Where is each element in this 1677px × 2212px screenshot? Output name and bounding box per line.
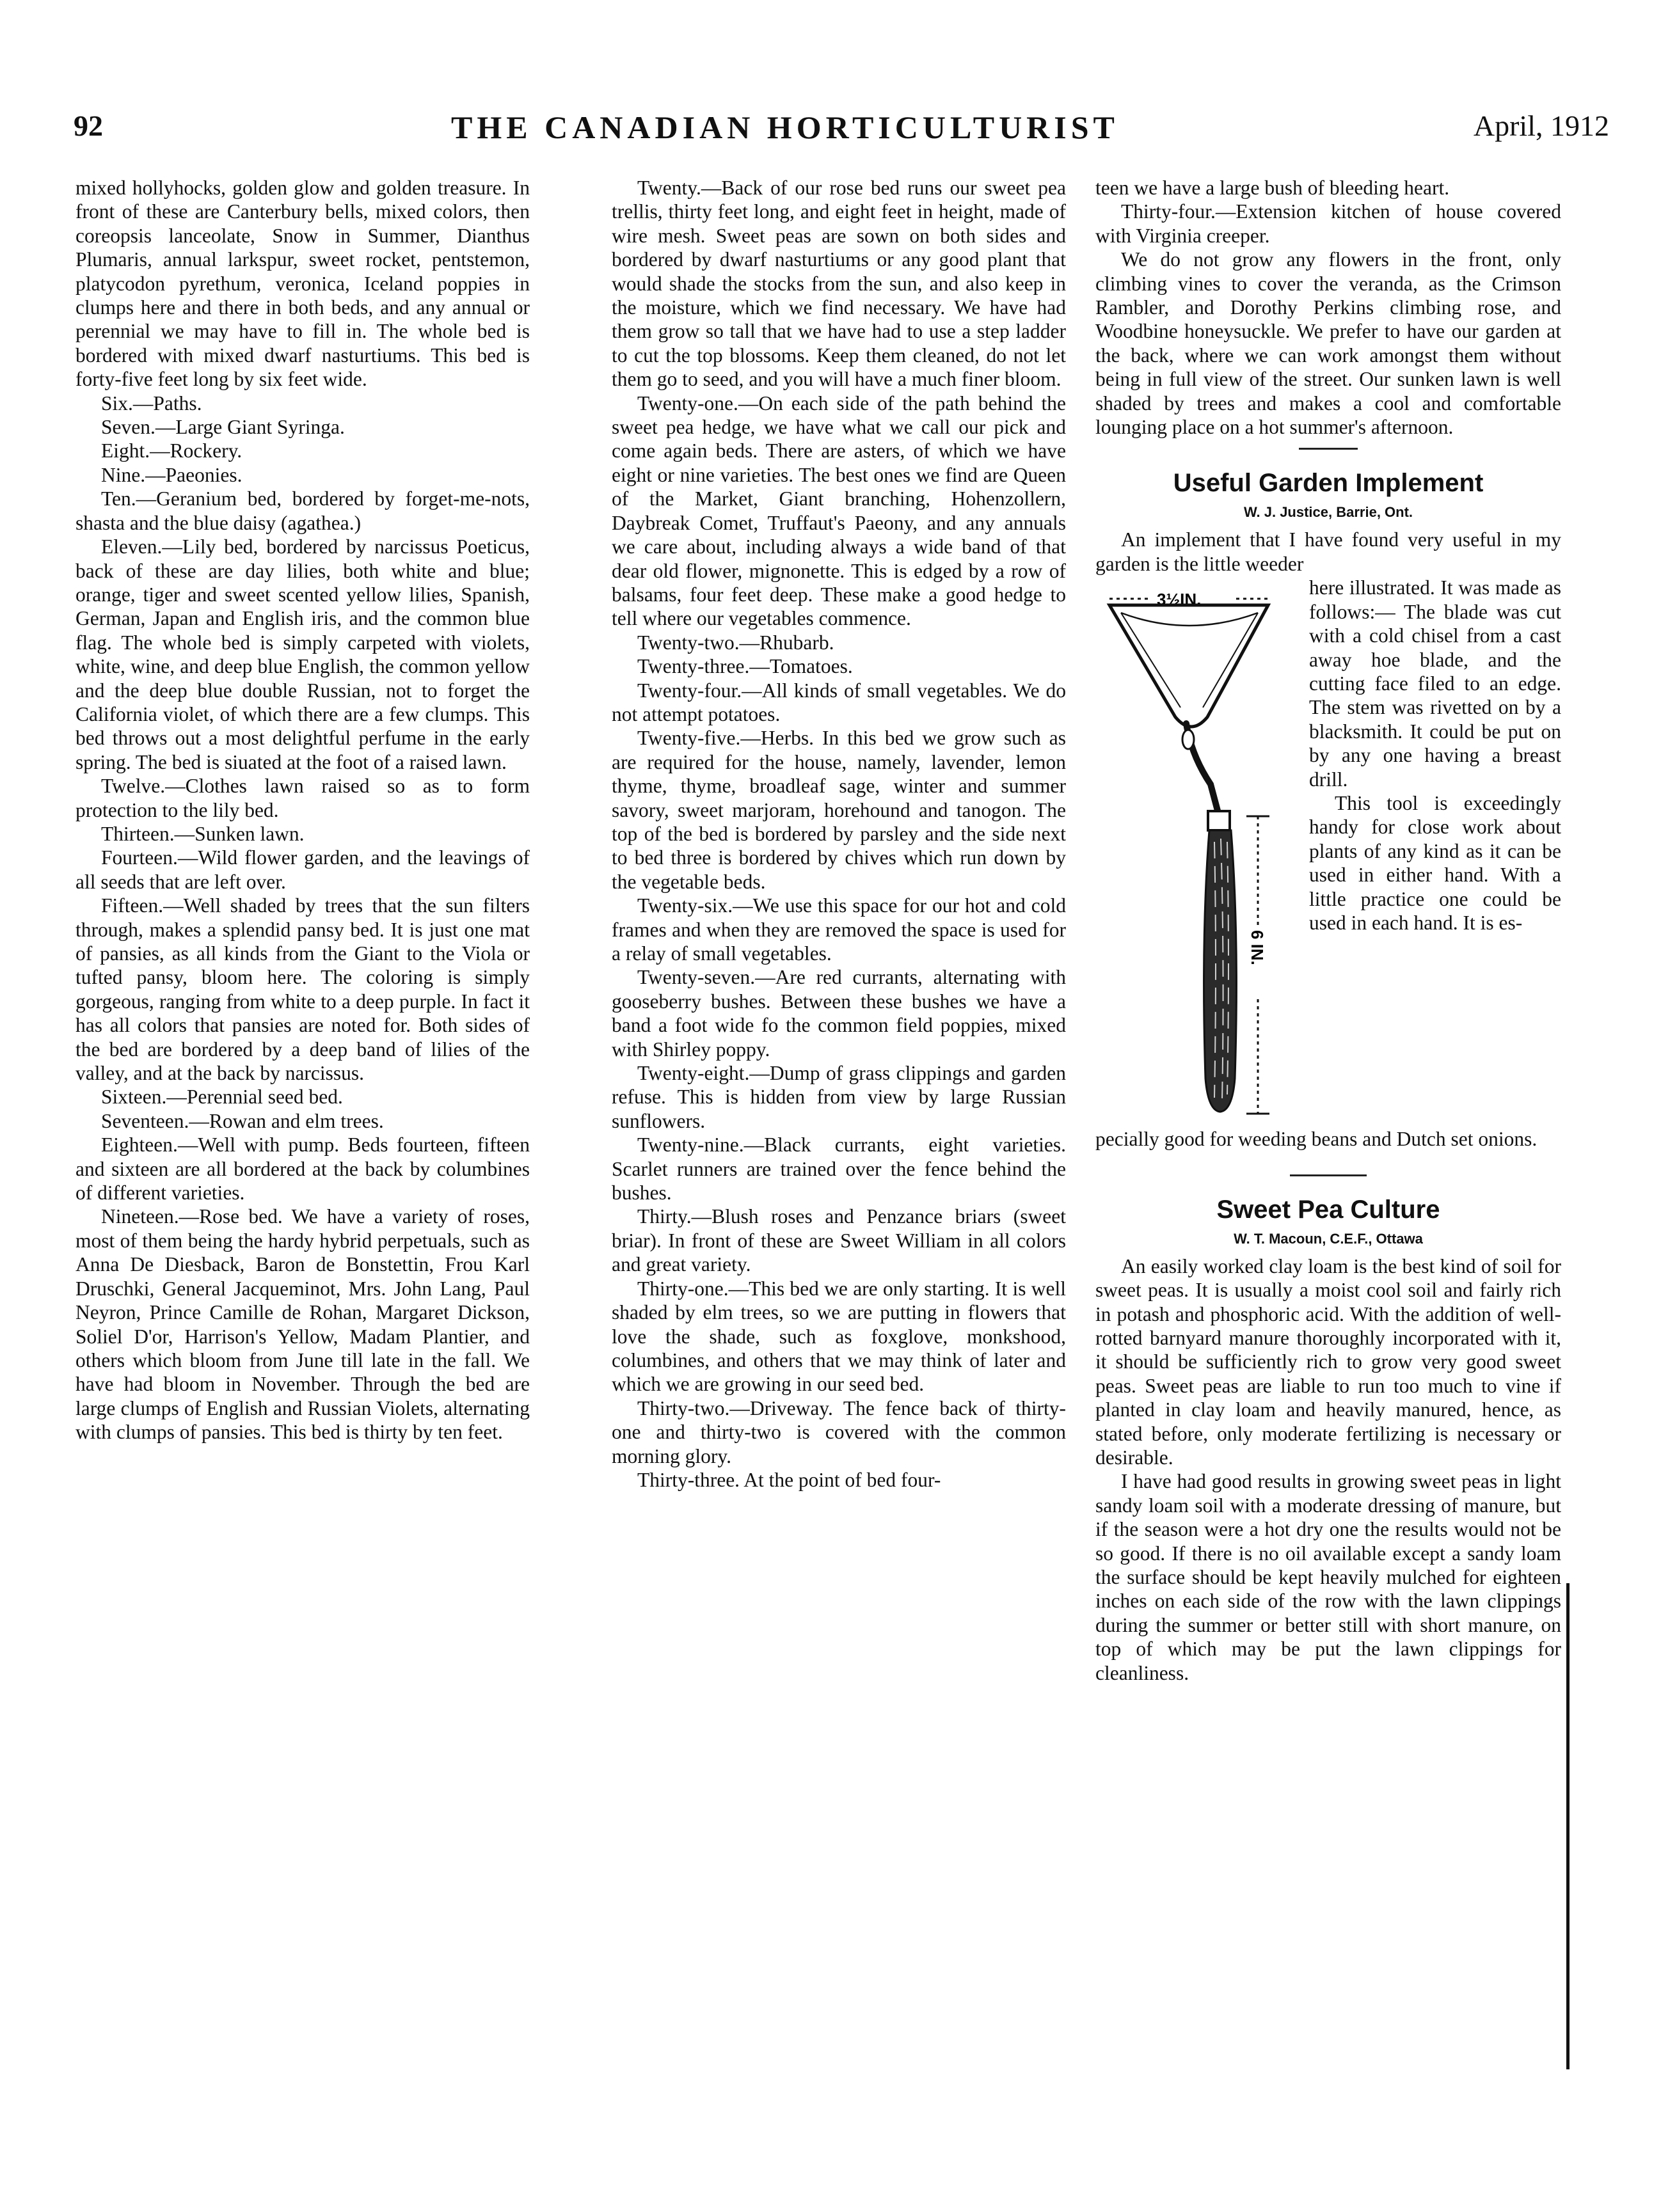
paragraph: Eighteen.—Well with pump. Beds fourteen, fifteen and sixteen are all bordered at the back by columbines of different varieties. [76,1134,530,1205]
issue-date: April, 1912 [1473,109,1609,142]
paragraph: Eight.—Rockery. [101,439,242,462]
paragraph: Eleven.—Lily bed, bordered by narcissus Poeticus, back of these are day lilies, both white and blue; orange, tiger and sweet scented yellow lilies, Spanish, German, Japan and English iris, and the common blue flag. The whole bed is simply carpeted with violets, white, wine, and deep blue English, the common yellow and the deep blue double Russian, not to forget the California violet, of which there are a few clumps. This bed throws out a most delightful perfume in the early spring. The bed is siuated at the foot of a raised lawn. [76,535,530,773]
article-byline: W. T. Macoun, C.E.F., Ottawa [1234,1230,1423,1247]
masthead-title: THE CANADIAN HORTICULTURIST [451,109,1119,145]
paragraph: Seventeen.—Rowan and elm trees. [101,1109,384,1132]
paragraph: Thirty-three. At the point of bed four- [637,1468,941,1491]
paragraph: Sixteen.—Perennial seed bed. [101,1086,343,1109]
column-1 [76,176,530,1444]
paragraph: Nine.—Paeonies. [101,463,242,486]
height-dimension-label: 6 IN. [1248,930,1267,966]
article-title: Sweet Pea Culture [1216,1195,1440,1224]
weeder-illustration [1095,580,1300,1125]
paragraph: Twenty-four.—All kinds of small vegetables. We do not attempt potatoes. [612,679,1066,725]
paragraph: Twenty-three.—Tomatoes. [637,655,853,678]
paragraph: Twenty-five.—Herbs. In this bed we grow such as are required for the house, namely, lavender, lemon thyme, thyme, broadleaf sage, winter and summer savory, sweet marjoram, horehound and tanogon. The top of the bed is bordered by parsley and the side next to bed three is bordered by chives which run down by the vegetable beds. [612,727,1066,893]
paragraph: An implement that I have found very useful in my garden is the little weeder [1095,528,1561,575]
paragraph: Twenty-one.—On each side of the path behind the sweet pea hedge, we have what we call our pick and come again beds. There are asters, of which we have eight or nine varieties. The best ones we find are Queen of the Market, Giant branching, Hohenzollern, Daybreak Comet, Truffaut's Paeony, and any annuals we care about, including always a wide band of that dear old flower, mignonette. This is edged by a row of balsams, four feet deep. These make a good hedge to tell where our vegetables commence. [612,391,1066,630]
paragraph: Twenty-two.—Rhubarb. [637,631,834,654]
paragraph: Thirty.—Blush roses and Penzance briars (sweet briar). In front of these are Sweet William in all colors and great variety. [612,1205,1066,1276]
page-number: 92 [74,109,103,142]
paragraph: Thirty-four.—Extension kitchen of house covered with Virginia creeper. [1095,200,1561,247]
paragraph: Twenty-eight.—Dump of grass clippings and garden refuse. This is hidden from view by large Russian sunflowers. [612,1062,1066,1132]
article-byline: W. J. Justice, Barrie, Ont. [1243,504,1413,521]
paragraph: Thirty-two.—Driveway. The fence back of thirty-one and thirty-two is covered with the common morning glory. [612,1396,1066,1467]
paragraph: Thirty-one.—This bed we are only starting. It is well shaded by elm trees, so we are putting in flowers that love the shade, such as foxglove, monkshood, columbines, and others that we may think of later and which we are growing in our seed bed. [612,1277,1066,1396]
paragraph: teen we have a large bush of bleeding heart. [1095,177,1450,199]
paragraph: Twenty-six.—We use this space for our hot and cold frames and when they are removed the space is used for a relay of small vegetables. [612,894,1066,965]
section-divider [1299,448,1358,450]
width-dimension-label: 3½IN. [1157,590,1202,610]
paragraph: pecially good for weeding beans and Dutch set onions. [1095,1128,1538,1151]
column-3 [1095,176,1561,1685]
page-header [74,109,1609,160]
margin-rule [1566,1583,1570,2069]
paragraph: Thirteen.—Sunken lawn. [101,822,305,845]
paragraph: Twenty-seven.—Are red currants, alternating with gooseberry bushes. Between these bushes we have a band a foot wide fo the common field poppies, mixed with Shirley poppy. [612,966,1066,1061]
paragraph: Twenty.—Back of our rose bed runs our sweet pea trellis, thirty feet long, and eight feet in height, made of wire mesh. Sweet peas are sown on both sides and bordered by dwarf nasturtiums or any good plant that would shade the stocks from the sun, and also keep in the moisture, which we find necessary. We have had them grow so tall that we have had to use a step ladder to cut the top blossoms. Keep them cleaned, do not let them go to seed, and you will have a much finer bloom. [612,177,1066,391]
paragraph: Twelve.—Clothes lawn raised so as to form protection to the lily bed. [76,775,530,821]
paragraph: Seven.—Large Giant Syringa. [101,416,345,439]
column-2 [612,176,1066,1492]
section-divider [1290,1174,1367,1176]
paragraph: This tool is exceedingly handy for close work about plants of any kind as it can be used in either hand. With a little practice one could be used in each hand. It is es- [1309,791,1561,934]
paragraph: here illustrated. It was made as follows:— The blade was cut with a cold chisel from a cast away hoe blade, and the cutting face filed to an edge. The stem was rivetted on by a blacksmith. It could be put on by any one having a breast drill. [1309,576,1561,791]
paragraph: I have had good results in growing sweet peas in light sandy loam soil with a moderate dressing of manure, but if the season were a hot dry one the results would not be so good. If there is no oil available except a sandy loam the surface should be kept heavily mulched for eighteen inches on each side of the row with the lawn clippings during the summer or better still with short manure, on top of which may be put the lawn clippings for cleanliness. [1095,1470,1561,1684]
paragraph: We do not grow any flowers in the front, only climbing vines to cover the veranda, as the Crimson Rambler, and Dorothy Perkins climbing rose, and Woodbine honeysuckle. We prefer to have our garden at the back, where we can work amongst them without being in full view of the street. Our sunken lawn is well shaded by trees and makes a cool and comfortable lounging place on a hot summer's afternoon. [1095,248,1561,439]
paragraph: mixed hollyhocks, golden glow and golden treasure. In front of these are Canterbury bells, mixed colors, then coreopsis lanceolate, Snow in Summer, Dianthus Plumaris, annual larkspur, sweet rocket, pentstemon, platycodon pyrethum, veronica, Iceland poppies in clumps here and there in both beds, and any annual or perennial we may have to fill in. The whole bed is bordered with mixed dwarf nasturtiums. This bed is forty-five feet long by six feet wide. [76,177,530,391]
article-title: Useful Garden Implement [1173,469,1484,498]
paragraph: Fourteen.—Wild flower garden, and the leavings of all seeds that are left over. [76,846,530,893]
paragraph: Twenty-nine.—Black currants, eight varieties. Scarlet runners are trained over the fence behind the bushes. [612,1134,1066,1205]
paragraph: Six.—Paths. [101,391,202,415]
paragraph: Fifteen.—Well shaded by trees that the sun filters through, makes a splendid pansy bed. It is just one mat of pansies, as all kinds from the Giant to the Viola or tufted pansy, bloom here. The coloring is simply gorgeous, ranging from white to a deep purple. In fact it has all colors that pansies are noted for. Both sides of the bed are bordered by a deep band of lilies of the valley, and at the back by narcissus. [76,894,530,1085]
paragraph: Nineteen.—Rose bed. We have a variety of roses, most of them being the hardy hybrid perpetuals, such as Anna De Diesback, Baron de Bonstettin, Frou Karl Druschki, General Jacqueminot, Mrs. John Lang, Paul Neyron, Prince Camille de Rohan, Margaret Dickson, Soliel D'or, Harrison's Yellow, Madam Plantier, and others which bloom from June till late in the fall. We have had bloom in November. Through the bed are large clumps of English and Russian Violets, alternating with clumps of pansies. This bed is thirty by ten feet. [76,1205,530,1444]
paragraph: An easily worked clay loam is the best kind of soil for sweet peas. It is usually a moist cool soil and fairly rich in potash and phosphoric acid. With the addition of well-rotted barnyard manure thoroughly incorporated with it, it should be sufficiently rich to grow very good sweet peas. Sweet peas are liable to run too much to vine if planted in clay loam and heavily manured, hence, as stated before, only moderate fertilizing is necessary or desirable. [1095,1254,1561,1469]
paragraph: Ten.—Geranium bed, bordered by forget-me-nots, shasta and the blue daisy (agathea.) [76,487,530,534]
